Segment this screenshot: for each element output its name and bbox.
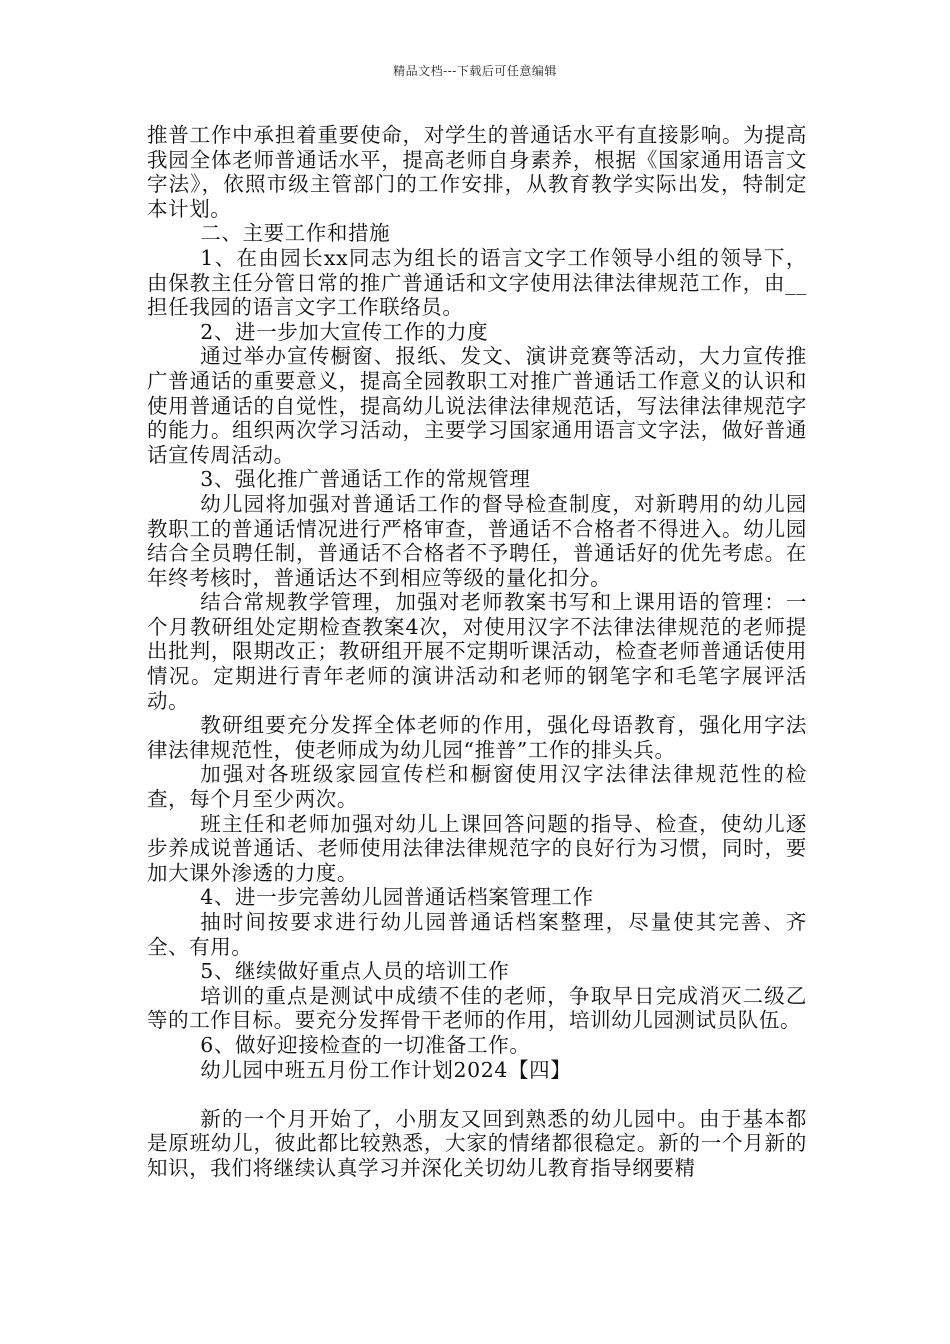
paragraph: 6、做好迎接检查的一切准备工作。: [200, 1032, 531, 1057]
document-body: [147, 123, 807, 1181]
page-header: 精品文档---下载后可任意编辑: [393, 64, 557, 78]
paragraph: 加强对各班级家园宣传栏和橱窗使用汉字法律法律规范性的检查，每个月至少两次。: [147, 762, 807, 812]
paragraph: 通过举办宣传橱窗、报纸、发文、演讲竞赛等活动，大力宣传推广普通话的重要意义，提高全园教职工对推广普通话工作意义的认识和使用普通话的自觉性，提高幼儿说法律法律规范话，写法律法律规范字的能力。组织两次学习活动，主要学习国家通用语言文字法，做好普通话宣传周活动。: [147, 344, 807, 467]
paragraph: 5、继续做好重点人员的培训工作: [200, 959, 510, 984]
paragraph: 2、进一步加大宣传工作的力度: [200, 319, 489, 344]
paragraph: 新的一个月开始了，小朋友又回到熟悉的幼儿园中。由于基本都是原班幼儿，彼此都比较熟悉，大家的情绪都很稳定。新的一个月新的知识，我们将继续认真学习并深化关切幼儿教育指导纲要精: [147, 1106, 807, 1180]
paragraph: 幼儿园中班五月份工作计划2024【四】: [200, 1057, 572, 1082]
paragraph: 推普工作中承担着重要使命，对学生的普通话水平有直接影响。为提高我园全体老师普通话水平，提高老师自身素养，根据《国家通用语言文字法》，依照市级主管部门的工作安排，从教育教学实际出发，特制定本计划。: [147, 123, 807, 221]
paragraph: 培训的重点是测试中成绩不佳的老师，争取早日完成消灭二级乙等的工作目标。要充分发挥骨干老师的作用，培训幼儿园测试员队伍。: [147, 983, 807, 1033]
paragraph: 班主任和老师加强对幼儿上课回答问题的指导、检查，使幼儿逐步养成说普通话、老师使用法律法律规范字的良好行为习惯，同时，要加大课外渗透的力度。: [147, 811, 807, 885]
paragraph: 结合常规教学管理，加强对老师教案书写和上课用语的管理：一个月教研组处定期检查教案4次，对使用汉字不法律法律规范的老师提出批判，限期改正；教研组开展不定期听课活动，检查老师普通话使用情况。定期进行青年老师的演讲活动和老师的钢笔字和毛笔字展评活动。: [147, 590, 807, 713]
paragraph: 教研组要充分发挥全体老师的作用，强化母语教育，强化用字法律法律规范性，使老师成为幼儿园“推普”工作的排头兵。: [147, 713, 807, 762]
paragraph: 幼儿园将加强对普通话工作的督导检查制度，对新聘用的幼儿园教职工的普通话情况进行严格审查，普通话不合格者不得进入。幼儿园结合全员聘任制，普通话不合格者不予聘任，普通话好的优先考虑。在年终考核时，普通话达不到相应等级的量化扣分。: [147, 491, 807, 590]
paragraph: 3、强化推广普通话工作的常规管理: [200, 467, 531, 492]
paragraph: 1、在由园长xx同志为组长的语言文字工作领导小组的领导下，由保教主任分管日常的推广普通话和文字使用法律法律规范工作，由__担任我园的语言文字工作联络员。: [147, 245, 807, 320]
paragraph: 二、主要工作和措施: [200, 221, 391, 246]
paragraph: 抽时间按要求进行幼儿园普通话档案整理，尽量使其完善、齐全、有用。: [147, 910, 807, 959]
paragraph: 4、进一步完善幼儿园普通话档案管理工作: [200, 885, 594, 910]
